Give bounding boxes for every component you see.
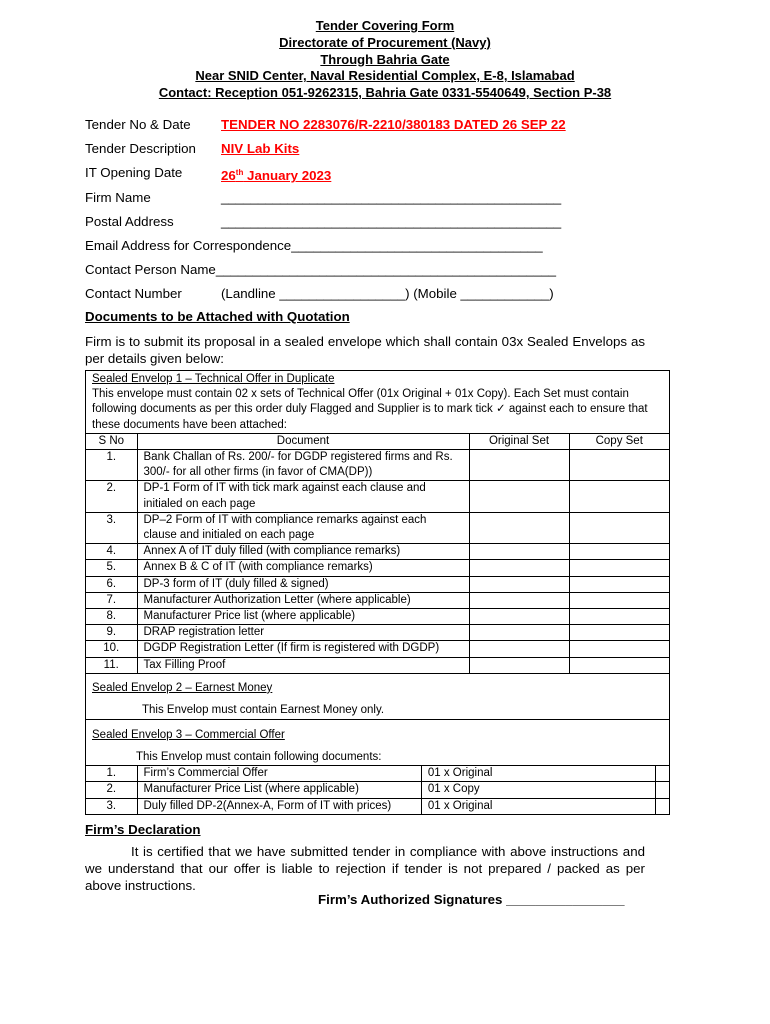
contact-line: Contact: Reception 051-9262315, Bahria Gate 0331-5540649, Section P-38 (158, 85, 612, 101)
table-row (86, 576, 669, 592)
copy-set-checkbox[interactable] (569, 592, 669, 608)
envelope3-title: Sealed Envelop 3 – Commercial Offer (92, 728, 285, 741)
row-document: DGDP Registration Letter (If firm is registered with DGDP) (137, 641, 469, 657)
row-count: 01 x Copy (421, 782, 655, 798)
col-sno: S No (86, 434, 137, 450)
original-set-checkbox[interactable] (469, 512, 569, 543)
table-row (86, 450, 669, 481)
email-label-text: Email Address for Correspondence (85, 237, 292, 253)
gate-line: Through Bahria Gate (320, 51, 450, 67)
contact-person-blank[interactable]: ______________________________________________ (215, 262, 557, 278)
copy-set-checkbox[interactable] (569, 641, 669, 657)
table-row (86, 766, 669, 782)
copy-set-checkbox[interactable] (569, 544, 669, 560)
envelope1-table (86, 434, 669, 674)
declaration-text: It is certified that we have submitted tender in compliance with above instructions and we understand that our offer is liable to rejection if tender is not prepared / packed as per above instructions. (85, 844, 645, 893)
form-header (0, 18, 770, 102)
col-copy: Copy Set (569, 434, 669, 450)
tender-no-label: Tender No & Date (85, 117, 191, 132)
row-sno: 9. (86, 625, 137, 641)
postal-address-label: Postal Address (85, 213, 174, 229)
table-row (86, 625, 669, 641)
row-document: Duly filled DP-2(Annex-A, Form of IT with prices) (137, 798, 421, 814)
row-document: Manufacturer Price list (where applicable) (137, 609, 469, 625)
envelope2-text: This Envelop must contain Earnest Money only. (142, 704, 385, 717)
envelope3-text: This Envelop must contain following documents: (136, 751, 382, 764)
tender-no-value: TENDER NO 2283076/R-2210/380183 DATED 26 SEP 22 (221, 117, 566, 132)
row-document: Annex B & C of IT (with compliance remarks) (137, 560, 469, 576)
original-set-checkbox[interactable] (469, 560, 569, 576)
row-sno: 11. (86, 657, 137, 673)
row-blank (655, 782, 669, 798)
documents-intro: Firm is to submit its proposal in a sealed envelope which shall contain 03x Sealed Envelops as per details given below: (85, 334, 645, 366)
contact-person-label (85, 260, 556, 280)
table-row (86, 782, 669, 798)
opening-day: 26 (221, 168, 236, 184)
copy-set-checkbox[interactable] (569, 560, 669, 576)
copy-set-checkbox[interactable] (569, 657, 669, 673)
original-set-checkbox[interactable] (469, 450, 569, 481)
opening-date-label: IT Opening Date (85, 165, 183, 181)
row-sno: 3. (86, 512, 137, 543)
copy-set-checkbox[interactable] (569, 625, 669, 641)
table-row (86, 512, 669, 543)
firm-name-label: Firm Name (85, 189, 151, 205)
original-set-checkbox[interactable] (469, 544, 569, 560)
original-set-checkbox[interactable] (469, 625, 569, 641)
row-document: Annex A of IT duly filled (with compliance remarks) (137, 544, 469, 560)
row-sno: 2. (86, 481, 137, 512)
description-value: NIV Lab Kits (221, 141, 300, 157)
description-label: Tender Description (85, 141, 196, 157)
envelope1-text-b: against each to ensure that these documents have been attached: (92, 403, 648, 431)
tick-icon: ✓ (495, 403, 506, 416)
row-document: DP-3 form of IT (duly filled & signed) (137, 576, 469, 592)
col-original: Original Set (469, 434, 569, 450)
field-firm-name (85, 188, 685, 212)
copy-set-checkbox[interactable] (569, 609, 669, 625)
row-document: DP-1 Form of IT with tick mark against each clause and initialed on each page (137, 481, 469, 512)
original-set-checkbox[interactable] (469, 609, 569, 625)
table-row (86, 592, 669, 608)
postal-address-blank[interactable]: ______________________________________________ (221, 213, 562, 229)
envelope2-section (86, 674, 669, 720)
row-document: Tax Filling Proof (137, 657, 469, 673)
field-description (85, 139, 685, 163)
original-set-checkbox[interactable] (469, 657, 569, 673)
copy-set-checkbox[interactable] (569, 512, 669, 543)
field-postal-address (85, 212, 685, 236)
row-count: 01 x Original (421, 798, 655, 814)
row-document: DRAP registration letter (137, 625, 469, 641)
row-document: Firm’s Commercial Offer (137, 766, 421, 782)
email-blank[interactable]: __________________________________ (291, 237, 543, 253)
envelope1-text (92, 387, 663, 433)
row-document: Manufacturer Price List (where applicable) (137, 782, 421, 798)
field-contact-person (85, 260, 685, 284)
copy-set-checkbox[interactable] (569, 450, 669, 481)
opening-date-value (221, 163, 331, 186)
address-line: Near SNID Center, Naval Residential Complex, E-8, Islamabad (195, 68, 575, 84)
original-set-checkbox[interactable] (469, 641, 569, 657)
table-row (86, 544, 669, 560)
envelope3-table (86, 765, 669, 814)
field-contact-number (85, 284, 685, 308)
email-label (85, 236, 543, 256)
field-tender-no (85, 115, 685, 139)
opening-month-year: January 2023 (243, 168, 332, 184)
row-sno: 2. (86, 782, 137, 798)
col-document: Document (137, 434, 469, 450)
field-opening-date (85, 163, 685, 187)
row-sno: 1. (86, 450, 137, 481)
row-blank (655, 798, 669, 814)
envelope2-title: Sealed Envelop 2 – Earnest Money (92, 681, 273, 694)
copy-set-checkbox[interactable] (569, 576, 669, 592)
row-document: Manufacturer Authorization Letter (where applicable) (137, 592, 469, 608)
original-set-checkbox[interactable] (469, 481, 569, 512)
opening-day-suffix: th (235, 168, 244, 178)
envelopes-table (85, 370, 670, 815)
row-sno: 3. (86, 798, 137, 814)
table-row (86, 481, 669, 512)
envelope1-rows (86, 450, 669, 674)
table-row (86, 657, 669, 673)
row-sno: 4. (86, 544, 137, 560)
declaration-title: Firm’s Declaration (85, 822, 201, 837)
row-document: DP–2 Form of IT with compliance remarks against each clause and initialed on each page (137, 512, 469, 543)
copy-set-checkbox[interactable] (569, 481, 669, 512)
row-count: 01 x Original (421, 766, 655, 782)
envelope3-section (86, 720, 669, 814)
envelope1-header-row (86, 434, 669, 450)
contact-number-label: Contact Number (85, 286, 182, 302)
table-row (86, 641, 669, 657)
row-blank (655, 766, 669, 782)
envelope3-rows (86, 766, 669, 814)
envelope1-text-a: This envelope must contain 02 x sets of Technical Offer (01x Original + 01x Copy). Each Set must contain following documents as per this order duly Flagged and Supplier is to mark tick (92, 388, 629, 416)
form-title: Tender Covering Form (315, 18, 455, 33)
row-sno: 10. (86, 641, 137, 657)
field-email (85, 236, 685, 260)
row-sno: 8. (86, 609, 137, 625)
contact-person-label-text: Contact Person Name (85, 262, 216, 278)
original-set-checkbox[interactable] (469, 576, 569, 592)
envelope1-description (86, 371, 669, 434)
table-row (86, 560, 669, 576)
row-document: Bank Challan of Rs. 200/- for DGDP registered firms and Rs. 300/- for all other firms (in favor of CMA(DP)) (137, 450, 469, 481)
row-sno: 5. (86, 560, 137, 576)
table-row (86, 798, 669, 814)
documents-title: Documents to be Attached with Quotation (85, 309, 350, 324)
signature-line[interactable]: Firm’s Authorized Signatures ________________ (318, 892, 625, 907)
tender-fields (85, 115, 685, 309)
envelope1-title: Sealed Envelop 1 – Technical Offer in Duplicate (92, 373, 335, 385)
row-sno: 7. (86, 592, 137, 608)
contact-number-value[interactable]: (Landline _________________) (Mobile ____________) (221, 286, 554, 302)
row-sno: 6. (86, 576, 137, 592)
directorate-name: Directorate of Procurement (Navy) (279, 34, 491, 50)
original-set-checkbox[interactable] (469, 592, 569, 608)
table-row (86, 609, 669, 625)
firm-name-blank[interactable]: ______________________________________________ (221, 189, 562, 205)
row-sno: 1. (86, 766, 137, 782)
